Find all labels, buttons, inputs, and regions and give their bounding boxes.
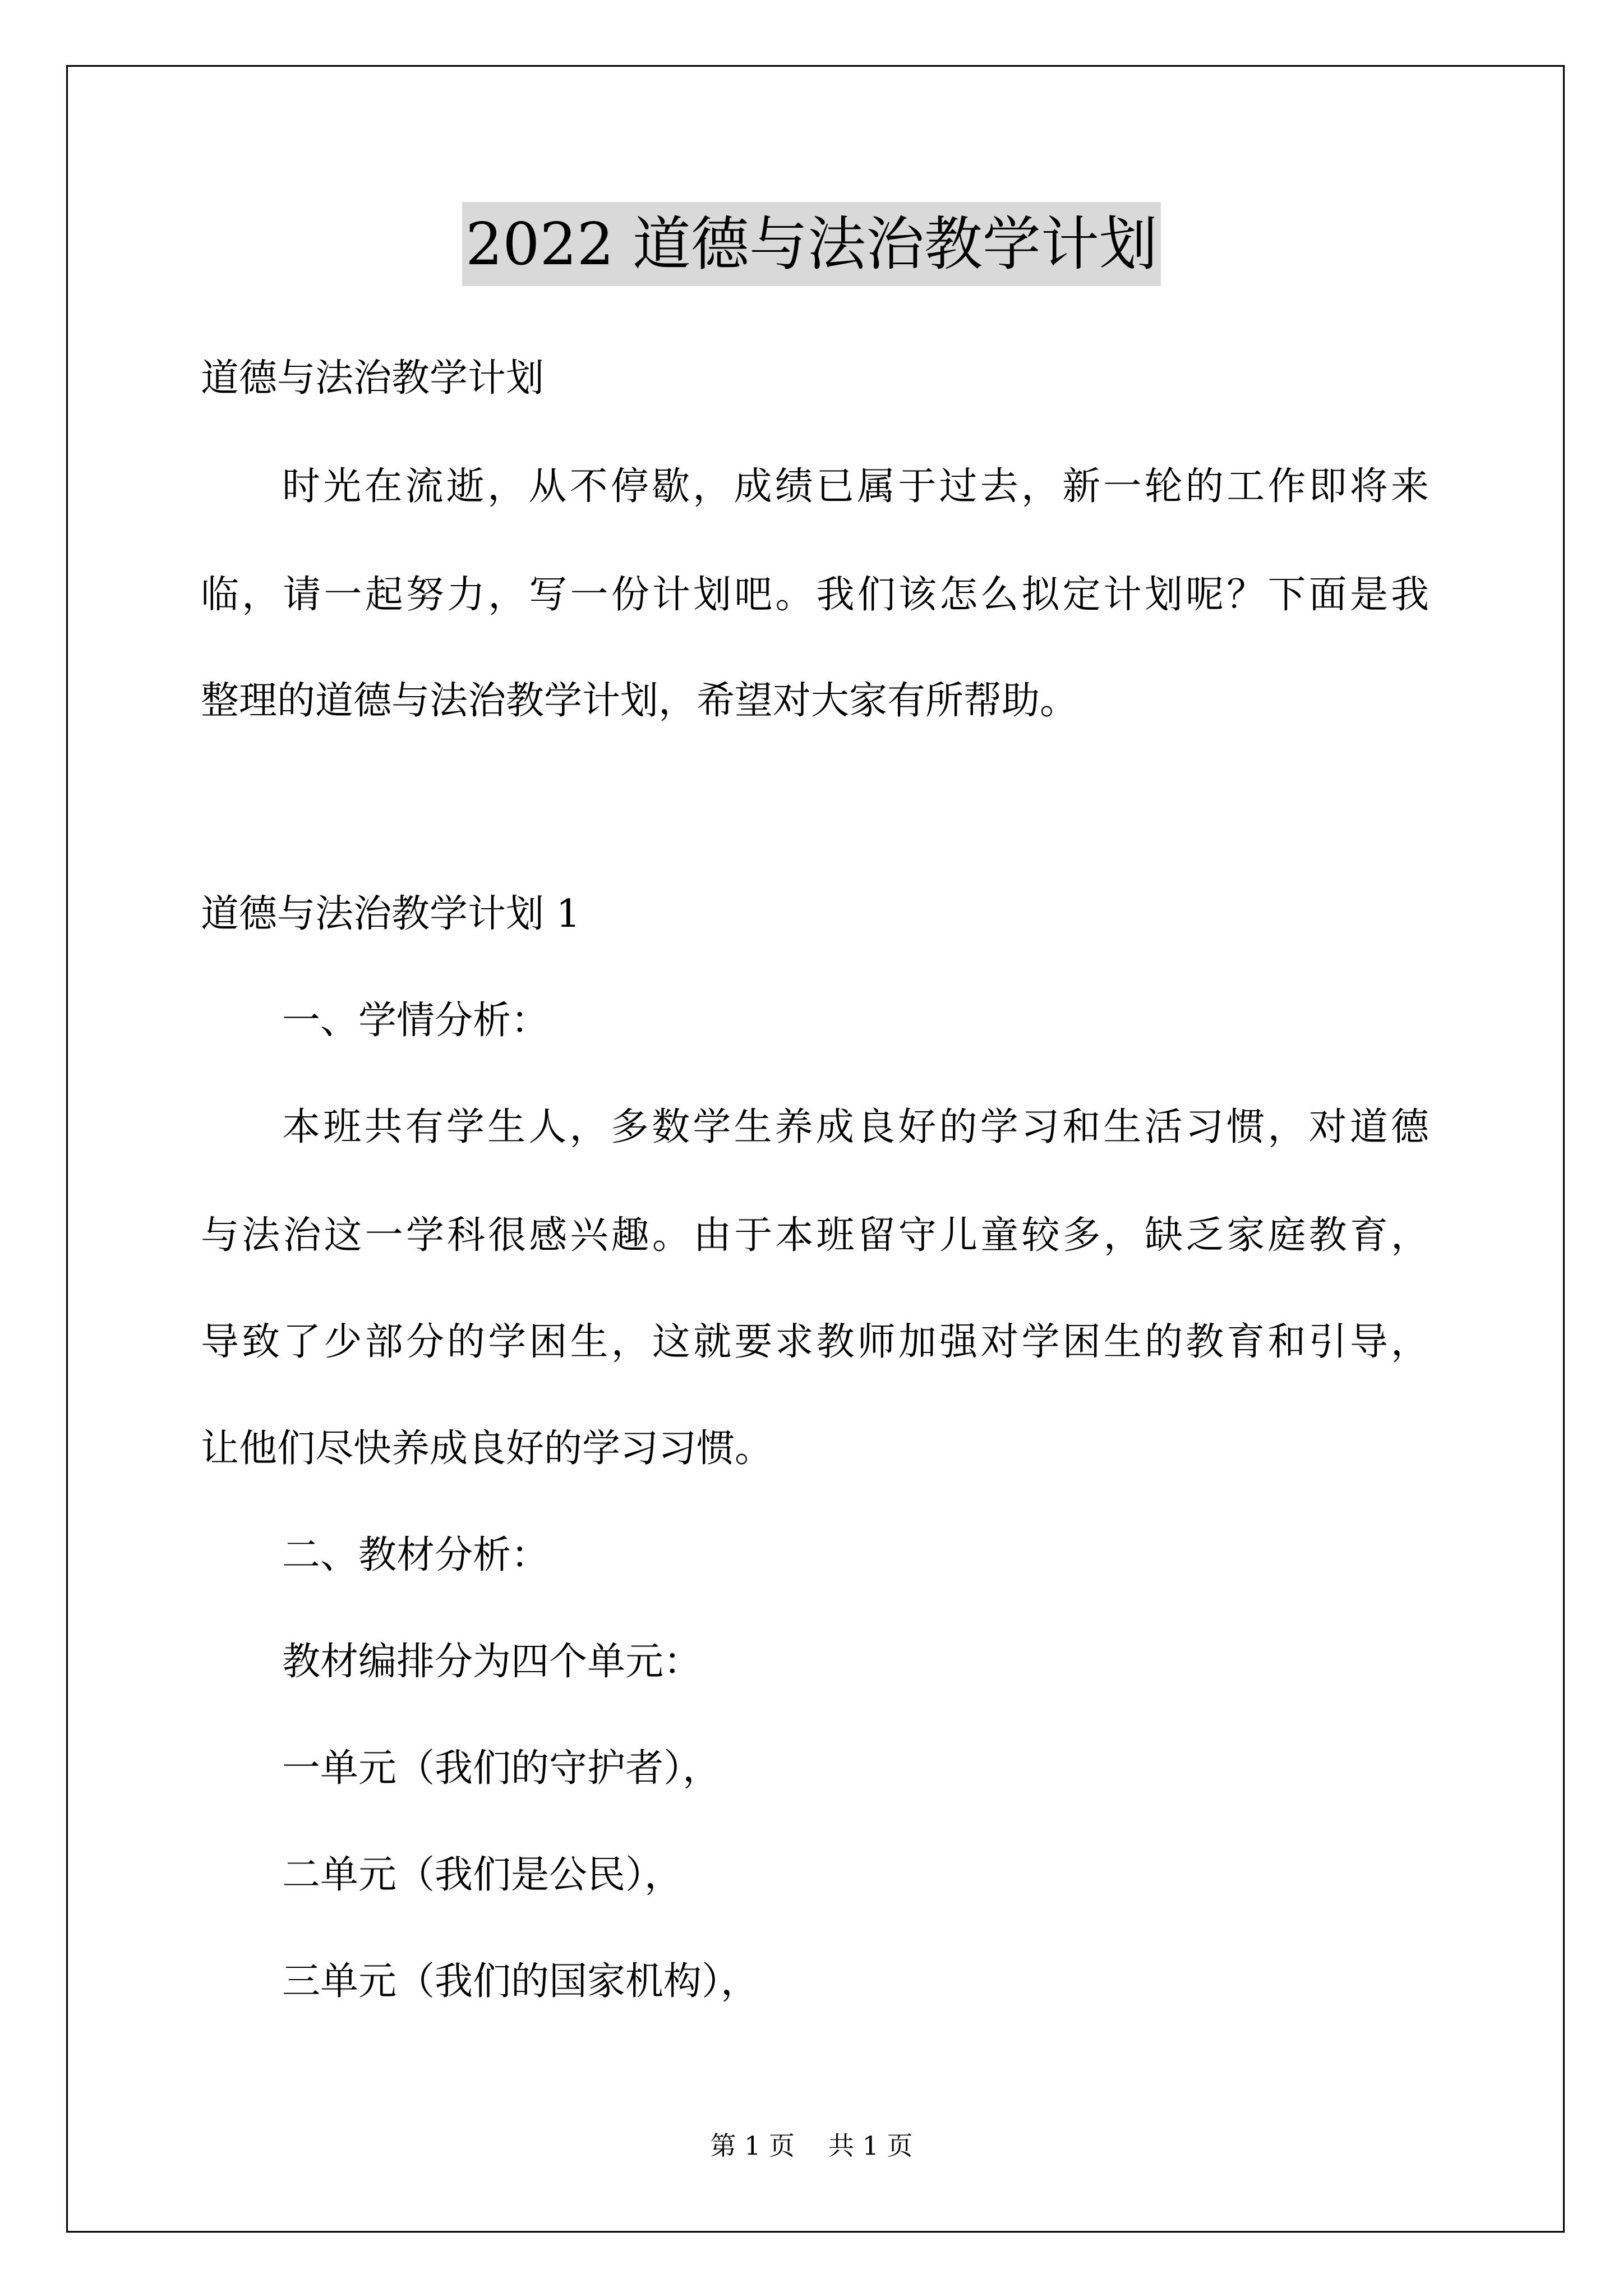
page-footer <box>0 2129 1623 2162</box>
subsection-heading: 一、学情分析： <box>282 999 550 1043</box>
paragraph-line: 让他们尽快养成良好的学习习惯。 <box>201 1427 773 1471</box>
paragraph-line: 时光在流逝，从不停歇，成绩已属于过去，新一轮的工作即将来 <box>282 464 1429 509</box>
title-container <box>0 202 1623 286</box>
page-total: 共 1 页 <box>828 2131 913 2161</box>
list-item: 一单元（我们的守护者）， <box>282 1746 721 1791</box>
paragraph-line: 整理的道德与法治教学计划，希望对大家有所帮助。 <box>201 679 1078 723</box>
paragraph-line: 临，请一起努力，写一份计划吧。我们该怎么拟定计划呢？下面是我 <box>201 573 1429 617</box>
paragraph-line: 教材编排分为四个单元： <box>282 1640 702 1684</box>
paragraph-line: 与法治这一学科很感兴趣。由于本班留守儿童较多，缺乏家庭教育， <box>201 1213 1429 1258</box>
subsection-heading: 二、教材分析： <box>282 1533 550 1577</box>
list-item: 三单元（我们的国家机构）， <box>282 1959 759 2004</box>
section-heading: 道德与法治教学计划 1 <box>201 892 580 936</box>
list-item: 二单元（我们是公民）， <box>282 1853 683 1897</box>
paragraph-line: 导致了少部分的学困生，这就要求教师加强对学困生的教育和引导， <box>201 1320 1429 1364</box>
page-number: 第 1 页 <box>710 2131 795 2161</box>
paragraph-line: 本班共有学生人，多数学生养成良好的学习和生活习惯，对道德 <box>282 1105 1429 1149</box>
section-heading: 道德与法治教学计划 <box>201 356 545 401</box>
document-title: 2022 道德与法治教学计划 <box>462 202 1161 286</box>
